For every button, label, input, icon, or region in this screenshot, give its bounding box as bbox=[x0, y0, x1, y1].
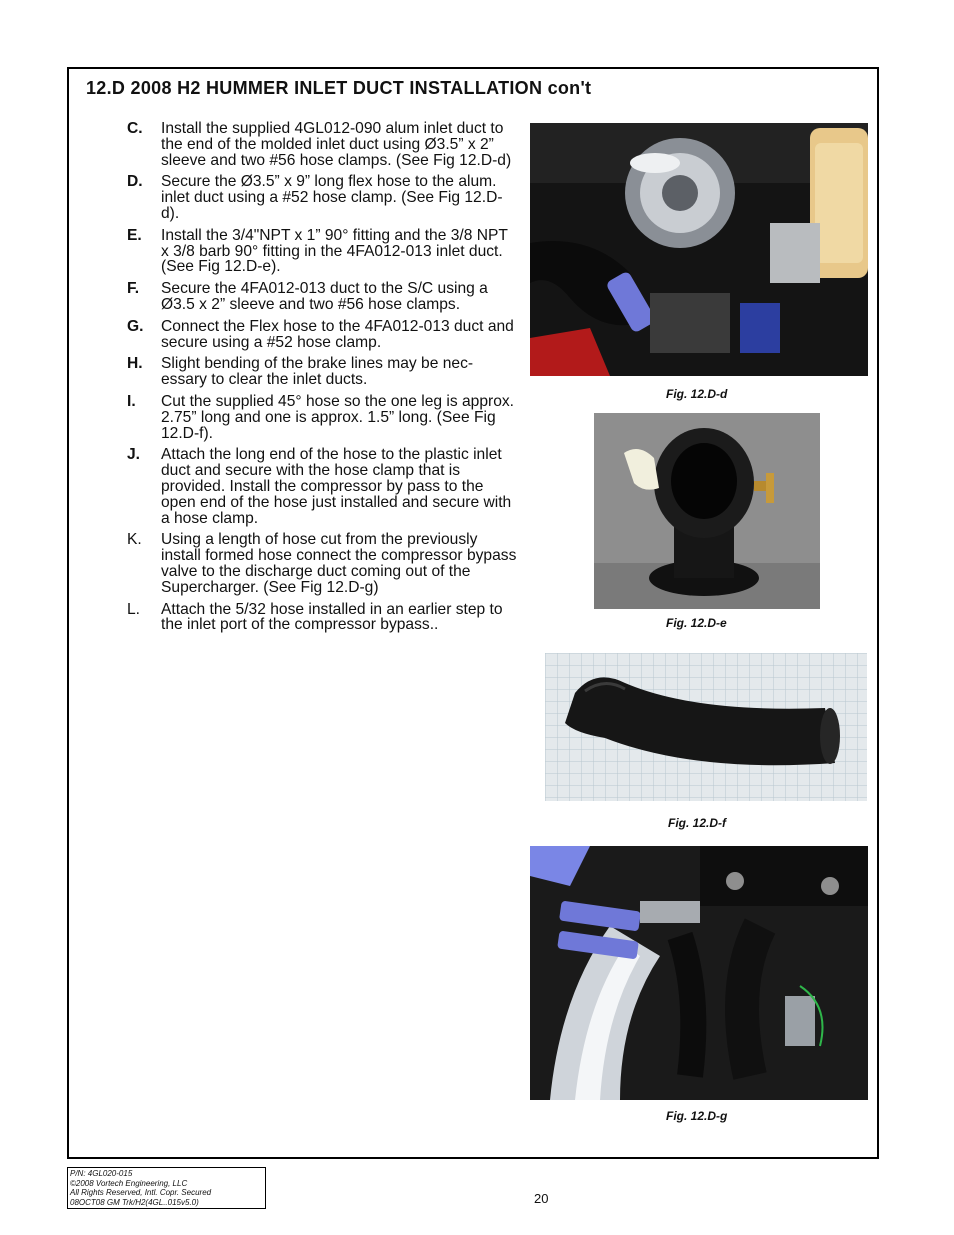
step-l bbox=[122, 602, 518, 634]
step-label: K. bbox=[127, 531, 142, 549]
rights-notice: All Rights Reserved, Intl. Copr. Secured bbox=[70, 1188, 212, 1198]
step-label: D. bbox=[127, 173, 143, 191]
step-c bbox=[122, 121, 518, 168]
step-label: F. bbox=[127, 280, 140, 298]
step-h bbox=[122, 356, 518, 388]
step-label: E. bbox=[127, 226, 142, 244]
step-text: Attach the long end of the hose to the plastic inlet duct and secure with the hose clamp that is provided. Install the compressor by pass to the open end of the hose just installed and secure with a hose clamp. bbox=[161, 446, 512, 527]
step-label: G. bbox=[127, 317, 144, 335]
revision-code: 08OCT08 GM Trk/H2(4GL..015v5.0) bbox=[70, 1197, 199, 1207]
figure-12d-d-caption: Fig. 12.D-d bbox=[666, 387, 728, 401]
figure-12d-e-photo bbox=[594, 413, 820, 609]
page-number: 20 bbox=[534, 1191, 549, 1206]
step-i bbox=[122, 394, 518, 441]
step-text: Cut the supplied 45° hose so the one leg is approx. 2.75” long and one is approx. 1.5” long. (See Fig 12.D-f). bbox=[161, 392, 514, 442]
step-g bbox=[122, 319, 518, 351]
step-text: Install the supplied 4GL012-090 alum inlet duct to the end of the molded inlet duct using Ø3.5” x 2” sleeve and two #56 hose clamps. (See Fig 12.D-d) bbox=[161, 120, 512, 169]
step-f bbox=[122, 281, 518, 313]
copyright: ©2008 Vortech Engineering, LLC bbox=[70, 1178, 188, 1188]
instruction-list bbox=[122, 121, 518, 639]
step-text: Attach the 5/32 hose installed in an earlier step to the inlet port of the compressor bypass.. bbox=[161, 600, 503, 634]
step-text: Connect the Flex hose to the 4FA012-013 duct and secure using a #52 hose clamp. bbox=[161, 317, 514, 351]
figure-12d-f-photo bbox=[545, 653, 867, 801]
step-label: I. bbox=[127, 392, 136, 410]
part-number: P/N: 4GL020-015 bbox=[70, 1169, 133, 1178]
figure-12d-d-photo bbox=[530, 123, 868, 376]
step-label: C. bbox=[127, 120, 143, 137]
step-j bbox=[122, 447, 518, 526]
section-title: 12.D 2008 H2 HUMMER INLET DUCT INSTALLATION con't bbox=[86, 78, 592, 98]
document-info-box bbox=[67, 1167, 266, 1209]
figure-12d-g-photo bbox=[530, 846, 868, 1100]
step-text: Using a length of hose cut from the previously install formed hose connect the compressor bypass valve to the discharge duct coming out of the Supercharger. (See Fig 12.D-g) bbox=[161, 531, 517, 596]
figure-12d-g-caption: Fig. 12.D-g bbox=[666, 1109, 728, 1123]
step-k bbox=[122, 532, 518, 595]
step-label: H. bbox=[127, 355, 143, 373]
figure-12d-e-caption: Fig. 12.D-e bbox=[666, 616, 727, 630]
step-label: J. bbox=[127, 446, 141, 464]
step-label: L. bbox=[127, 600, 141, 618]
figure-12d-f-caption: Fig. 12.D-f bbox=[668, 816, 727, 830]
step-text: Install the 3/4"NPT x 1” 90° fitting and the 3/8 NPT x 3/8 barb 90° fitting in the 4FA012-013 inlet duct. (See Fig 12.D-e). bbox=[161, 226, 508, 276]
step-d bbox=[122, 174, 518, 221]
step-e bbox=[122, 228, 518, 275]
step-text: Slight bending of the brake lines may be nec-essary to clear the inlet ducts. bbox=[161, 355, 474, 389]
step-text: Secure the 4FA012-013 duct to the S/C using a Ø3.5 x 2” sleeve and two #56 hose clamps. bbox=[161, 280, 488, 313]
step-text: Secure the Ø3.5” x 9” long flex hose to the alum. inlet duct using a #52 hose clamp. (See Fig 12.D-d). bbox=[161, 173, 503, 222]
